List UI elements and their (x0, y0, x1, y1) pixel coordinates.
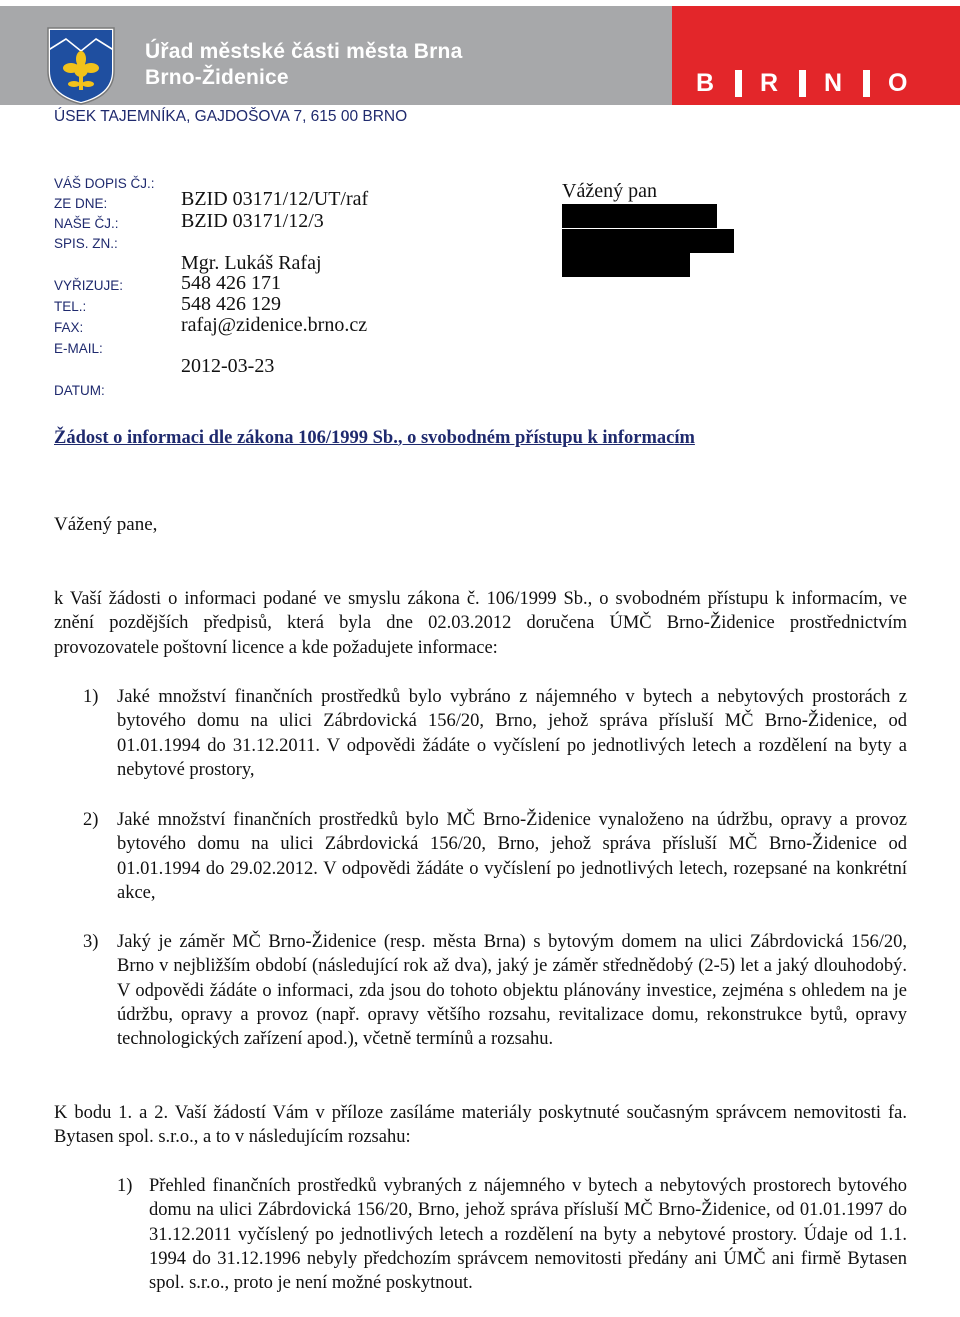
brno-letter-o: O (888, 69, 908, 97)
header-banner (0, 0, 960, 105)
request-number-3: 3) (83, 932, 99, 952)
redaction-block (562, 204, 717, 228)
subject-main: Žádost o informaci dle zákona 106/1999 Sb. (54, 428, 398, 448)
coat-of-arms-icon (46, 26, 116, 106)
request-item-1: Jaké množství finančních prostředků bylo vybráno z nájemného v bytech a nebytových prostorách z bytového domu na ulici Zábrdovická 156/20, Brno, jehož správa přísluší MČ Brno-Židenice, od 01.01.1994 do 31.12.2011. V odpovědi žádáte o vyčíslení po jednotlivých letech a rozdělení na byty a nebytové prostory, (117, 687, 907, 780)
value-datum: 2012-03-23 (181, 355, 275, 377)
response-number-1: 1) (117, 1176, 133, 1196)
label-tel: TEL.: (54, 299, 87, 314)
request-number-1: 1) (83, 687, 99, 707)
value-email: rafaj@zidenice.brno.cz (181, 314, 368, 336)
brno-separator (863, 70, 870, 97)
value-spis-zn: BZID 03171/12/3 (181, 210, 324, 232)
label-spis-zn: SPIS. ZN.: (54, 236, 118, 251)
label-vyrizuje: VYŘIZUJE: (54, 278, 124, 293)
greeting: Vážený pane, (54, 514, 158, 535)
request-item-2: Jaké množství finančních prostředků bylo MČ Brno-Židenice vynaloženo na údržbu, opravy a provoz bytového domu na ulici Zábrdovická 156/20, Brno, jehož správa přísluší MČ Brno-Židenice od 01.01.1994 do 29.02.2012. V odpovědi žádáte o vyčíslení po jednotlivých letech, rozepsané na konkrétní akce, (117, 810, 907, 903)
label-fax: FAX: (54, 320, 84, 335)
office-name (145, 39, 462, 91)
office-name-line1: Úřad městské části města Brna (145, 40, 463, 63)
brno-logo (688, 68, 958, 98)
label-ze-dne: ZE DNE: (54, 196, 108, 211)
office-name-line2: Brno-Židenice (145, 66, 289, 89)
response-item-1: Přehled finančních prostředků vybraných z nájemného v bytech a nebytových prostorech bytového domu na ulici Zábrdovická 156/20, Brno, jehož správa přísluší MČ Brno-Židenice, od 01.01.1997 do 31.12.2011 vyčíslený po jednotlivých letech a rozdělení na byty a nebytové prostory. Údaje od 1.1. 1994 do 31.12.1996 nebyly předchozím správcem nemovitosti předány ani ÚMČ ani firmě Bytasen spol. s.r.o., proto je není možné poskytnout. (149, 1176, 907, 1294)
value-tel: 548 426 171 (181, 272, 281, 294)
subject-rest: , o svobodném přístupu k informacím (397, 428, 695, 448)
label-datum: DATUM: (54, 383, 105, 398)
label-nase-cj: NAŠE ČJ.: (54, 216, 119, 231)
brno-separator (799, 70, 806, 97)
department-line: ÚSEK TAJEMNÍKA, GAJDOŠOVA 7, 615 00 BRNO (54, 108, 408, 125)
request-item-3: Jaký je záměr MČ Brno-Židenice (resp. města Brna) s bytovým domem na ulici Zábrdovická 156/20, Brno v nejbližším období (následující rok až dva), jaký je záměr střednědobý (2-5) let a jaký dlouhodobý. V odpovědi žádáte o informaci, zda jsou do tohoto objektu plánovány investice, zejména s ohledem na je údržbu, opravy a provoz (např. opravy většího rozsahu, revitalizace domu, rekonstrukce bytů, opravy technologických zařízení apod.), včetně termínů a rozsahu. (117, 932, 907, 1050)
brno-letter-r: R (760, 69, 779, 97)
brno-separator (735, 70, 742, 97)
value-vyrizuje: Mgr. Lukáš Rafaj (181, 252, 322, 274)
addressee-salutation: Vážený pan (562, 180, 657, 202)
intro-paragraph: k Vaší žádosti o informaci podané ve smyslu zákona č. 106/1999 Sb., o svobodném přístupu k informacím, ve znění pozdějších předpisů, která byla dne 02.03.2012 doručena ÚMČ Brno-Židenice prostřednictvím provozovatele poštovní licence a kde požadujete informace: (54, 589, 907, 658)
redaction-block (562, 229, 734, 253)
brno-letter-b: B (696, 69, 715, 97)
redaction-block (562, 253, 690, 277)
label-email: E-MAIL: (54, 341, 103, 356)
value-nase-cj: BZID 03171/12/UT/raf (181, 188, 369, 210)
request-number-2: 2) (83, 810, 99, 830)
value-fax: 548 426 129 (181, 293, 281, 315)
label-vas-dopis: VÁŠ DOPIS ČJ.: (54, 176, 155, 191)
response-paragraph: K bodu 1. a 2. Vaší žádostí Vám v příloze zasíláme materiály poskytnuté současným správcem nemovitosti fa. Bytasen spol. s.r.o., a to v následujícím rozsahu: (54, 1103, 907, 1148)
subject-line (54, 428, 695, 449)
brno-letter-n: N (824, 69, 843, 97)
